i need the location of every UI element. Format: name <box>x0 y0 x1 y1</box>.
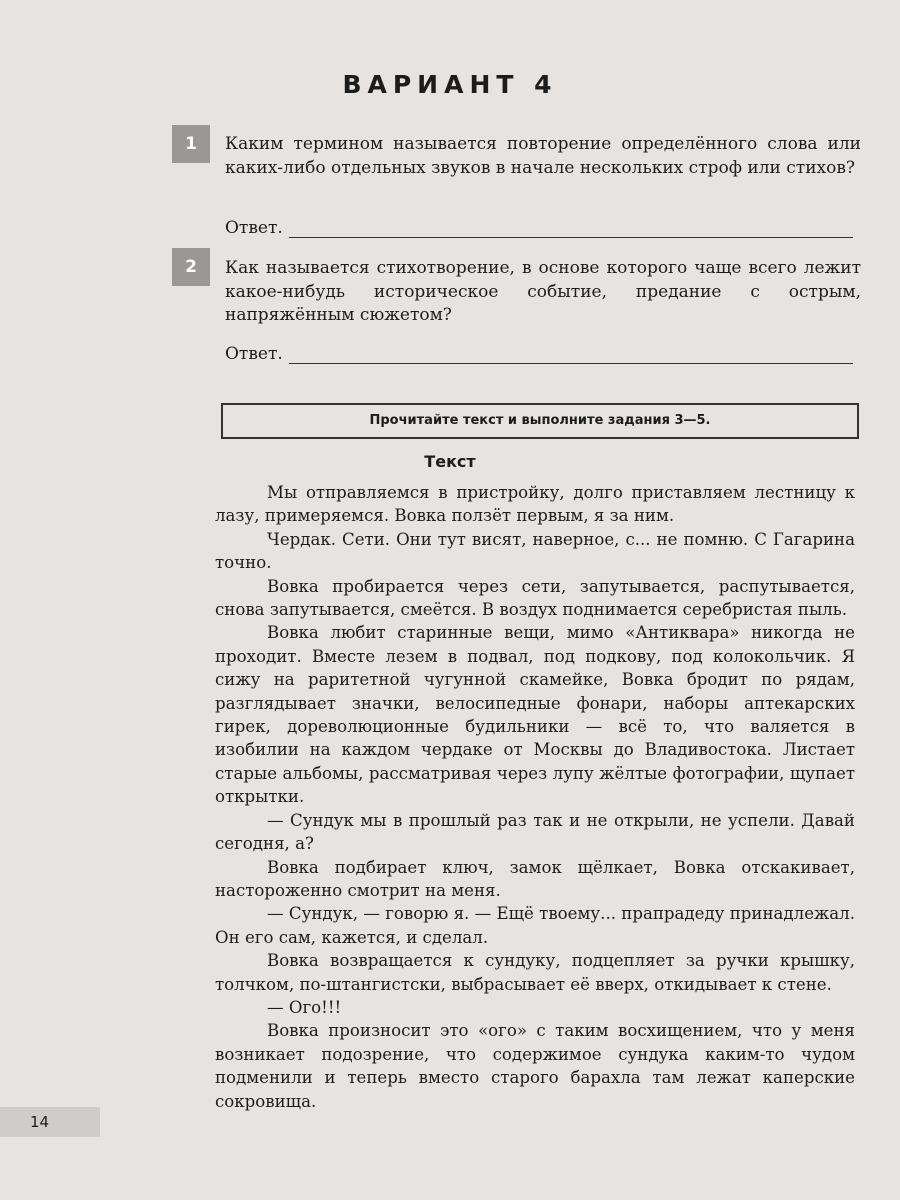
question-text-2: Как называется стихотворение, в основе которого чаще всего лежит какое-нибудь историческое событие, предание с острым, напряжённым сюжетом? <box>225 258 861 325</box>
answer-field-1[interactable] <box>225 218 853 238</box>
question-number-2: 2 <box>172 248 210 286</box>
answer-line-1[interactable] <box>289 219 853 238</box>
question-number-1: 1 <box>172 125 210 163</box>
paragraph: Вовка произносит это «ого» с таким восхищением, что у меня возникает подозрение, что содержимое сундука каким-то чудом подменили и теперь вместо старого барахла там лежат каперские сокровища. <box>215 1021 855 1111</box>
question-text-1: Каким термином называется повторение определённого слова или каких-либо отдельных звуков в начале нескольких строф или стихов? <box>225 134 861 178</box>
paragraph: Вовка пробирается через сети, запутывается, распутывается, снова запутывается, смеётся. В воздух поднимается серебристая пыль. <box>215 576 855 620</box>
paragraph: — Сундук мы в прошлый раз так и не открыли, не успели. Давай сегодня, а? <box>215 810 855 854</box>
answer-label-1: Ответ. <box>225 218 283 238</box>
variant-title: ВАРИАНТ 4 <box>342 70 558 99</box>
answer-field-2[interactable] <box>225 344 853 364</box>
answer-label-2: Ответ. <box>225 344 283 364</box>
instruction-box: Прочитайте текст и выполните задания 3—5. <box>221 403 859 439</box>
story-text <box>215 481 855 1113</box>
paragraph: — Ого!!! <box>267 997 342 1017</box>
paragraph: Мы отправляемся в пристройку, долго приставляем лестницу к лазу, примеряемся. Вовка ползёт первым, я за ним. <box>215 483 855 526</box>
paragraph: Вовка возвращается к сундуку, подцепляет за ручки крышку, толчком, по-штангистски, выбрасывает её вверх, откидывает к стене. <box>215 951 855 994</box>
answer-line-2[interactable] <box>289 345 853 364</box>
paragraph: Чердак. Сети. Они тут висят, наверное, с... не помню. С Гагарина точно. <box>215 529 855 573</box>
paragraph: — Сундук, — говорю я. — Ещё твоему... прапрадеду принадлежал. Он его сам, кажется, и сделал. <box>215 904 855 947</box>
text-heading: Текст <box>424 452 476 471</box>
paragraph: Вовка любит старинные вещи, мимо «Антиквара» никогда не проходит. Вместе лезем в подвал, под подкову, под колокольчик. Я сижу на раритетной чугунной скамейке, Вовка бродит по рядам, разглядывает значки, велосипедные фонари, наборы аптекарских гирек, дореволюционные будильники — всё то, что валяется в изобилии на каждом чердаке от Москвы до Владивостока. Листает старые альбомы, рассматривая через лупу жёлтые фотографии, щупает открытки. <box>215 623 855 807</box>
page-number: 14 <box>0 1107 100 1137</box>
paragraph: Вовка подбирает ключ, замок щёлкает, Вовка отскакивает, настороженно смотрит на меня. <box>215 857 855 900</box>
